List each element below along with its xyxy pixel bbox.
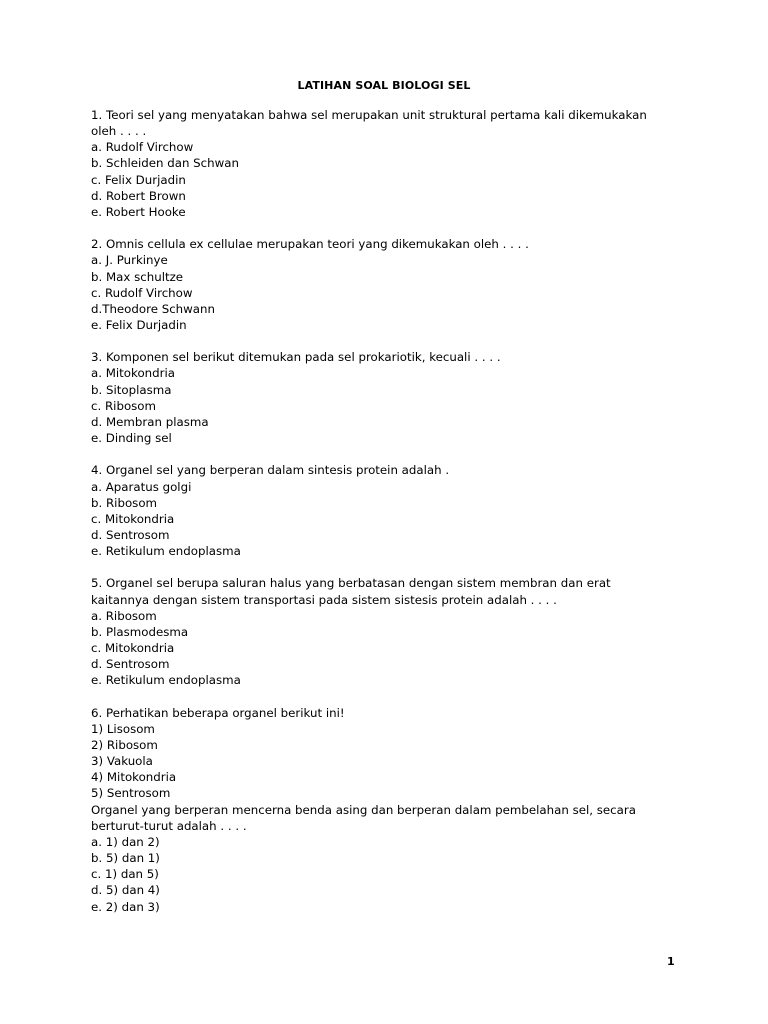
question-6-statement-5: 5) Sentrosom [91, 786, 171, 801]
question-6-option-d: d. 5) dan 4) [91, 883, 160, 898]
question-5-option-d: d. Sentrosom [91, 657, 170, 672]
question-6-text-line-3: berturut-turut adalah . . . . [91, 818, 247, 833]
page-number: 1 [667, 955, 675, 968]
question-6-option-b: b. 5) dan 1) [91, 851, 160, 866]
question-1-text-line-1: 1. Teori sel yang menyatakan bahwa sel merupakan unit struktural pertama kali dikemukakan [91, 108, 647, 122]
question-2-option-c: c. Rudolf Virchow [91, 285, 193, 300]
question-5-option-e: e. Retikulum endoplasma [91, 673, 241, 688]
question-5 [91, 575, 681, 688]
question-6-text-line-1: 6. Perhatikan beberapa organel berikut ini! [91, 705, 345, 720]
question-5-text-line-1: 5. Organel sel berupa saluran halus yang berbatasan dengan sistem membran dan erat [91, 576, 611, 591]
question-6-text-line-2: Organel yang berperan mencerna benda asing dan berperan dalam pembelahan sel, secara [91, 802, 636, 817]
question-2-option-d: d.Theodore Schwann [91, 301, 215, 316]
question-6 [91, 705, 681, 915]
question-2-text-line-1: 2. Omnis cellula ex cellulae merupakan teori yang dikemukakan oleh . . . . [91, 237, 529, 252]
question-6-statement-4: 4) Mitokondria [91, 770, 177, 785]
question-3-option-e: e. Dinding sel [91, 431, 172, 446]
question-5-option-b: b. Plasmodesma [91, 624, 189, 639]
question-2-option-a: a. J. Purkinye [91, 253, 168, 268]
document-title: LATIHAN SOAL BIOLOGI SEL [297, 79, 471, 92]
question-3-option-d: d. Membran plasma [91, 414, 209, 429]
question-6-statement-2: 2) Ribosom [91, 738, 158, 753]
question-1-option-e: e. Robert Hooke [91, 204, 186, 219]
question-4-option-b: b. Ribosom [91, 495, 158, 510]
question-3-text-line-1: 3. Komponen sel berikut ditemukan pada sel prokariotik, kecuali . . . . [91, 350, 501, 365]
question-6-statement-1: 1) Lisosom [91, 721, 155, 736]
question-3-option-c: c. Ribosom [91, 398, 157, 413]
question-4-option-d: d. Sentrosom [91, 528, 170, 543]
question-4-text-line-1: 4. Organel sel yang berperan dalam sintesis protein adalah . [91, 463, 450, 478]
question-1-option-a: a. Rudolf Virchow [91, 140, 194, 155]
question-1-option-b: b. Schleiden dan Schwan [91, 156, 239, 171]
question-5-text-line-2: kaitannya dengan sistem transportasi pada sistem sistesis protein adalah . . . . [91, 592, 557, 607]
question-6-statement-3: 3) Vakuola [91, 754, 153, 769]
question-1 [91, 107, 681, 220]
question-6-option-e: e. 2) dan 3) [91, 899, 160, 914]
question-list [91, 107, 681, 931]
question-3-option-a: a. Mitokondria [91, 366, 175, 381]
question-4 [91, 462, 681, 559]
question-4-option-c: c. Mitokondria [91, 511, 175, 526]
question-1-text-line-2: oleh . . . . [91, 124, 147, 139]
question-1-option-c: c. Felix Durjadin [91, 172, 186, 187]
question-2-option-b: b. Max schultze [91, 269, 184, 284]
question-5-option-c: c. Mitokondria [91, 641, 175, 656]
question-1-option-d: d. Robert Brown [91, 188, 186, 203]
question-2-option-e: e. Felix Durjadin [91, 318, 187, 333]
question-5-option-a: a. Ribosom [91, 608, 157, 623]
question-3-option-b: b. Sitoplasma [91, 382, 172, 397]
question-6-option-a: a. 1) dan 2) [91, 834, 160, 849]
question-4-option-a: a. Aparatus golgi [91, 479, 192, 494]
question-4-option-e: e. Retikulum endoplasma [91, 544, 241, 559]
question-2 [91, 236, 681, 333]
question-6-option-c: c. 1) dan 5) [91, 867, 159, 882]
question-3 [91, 349, 681, 446]
